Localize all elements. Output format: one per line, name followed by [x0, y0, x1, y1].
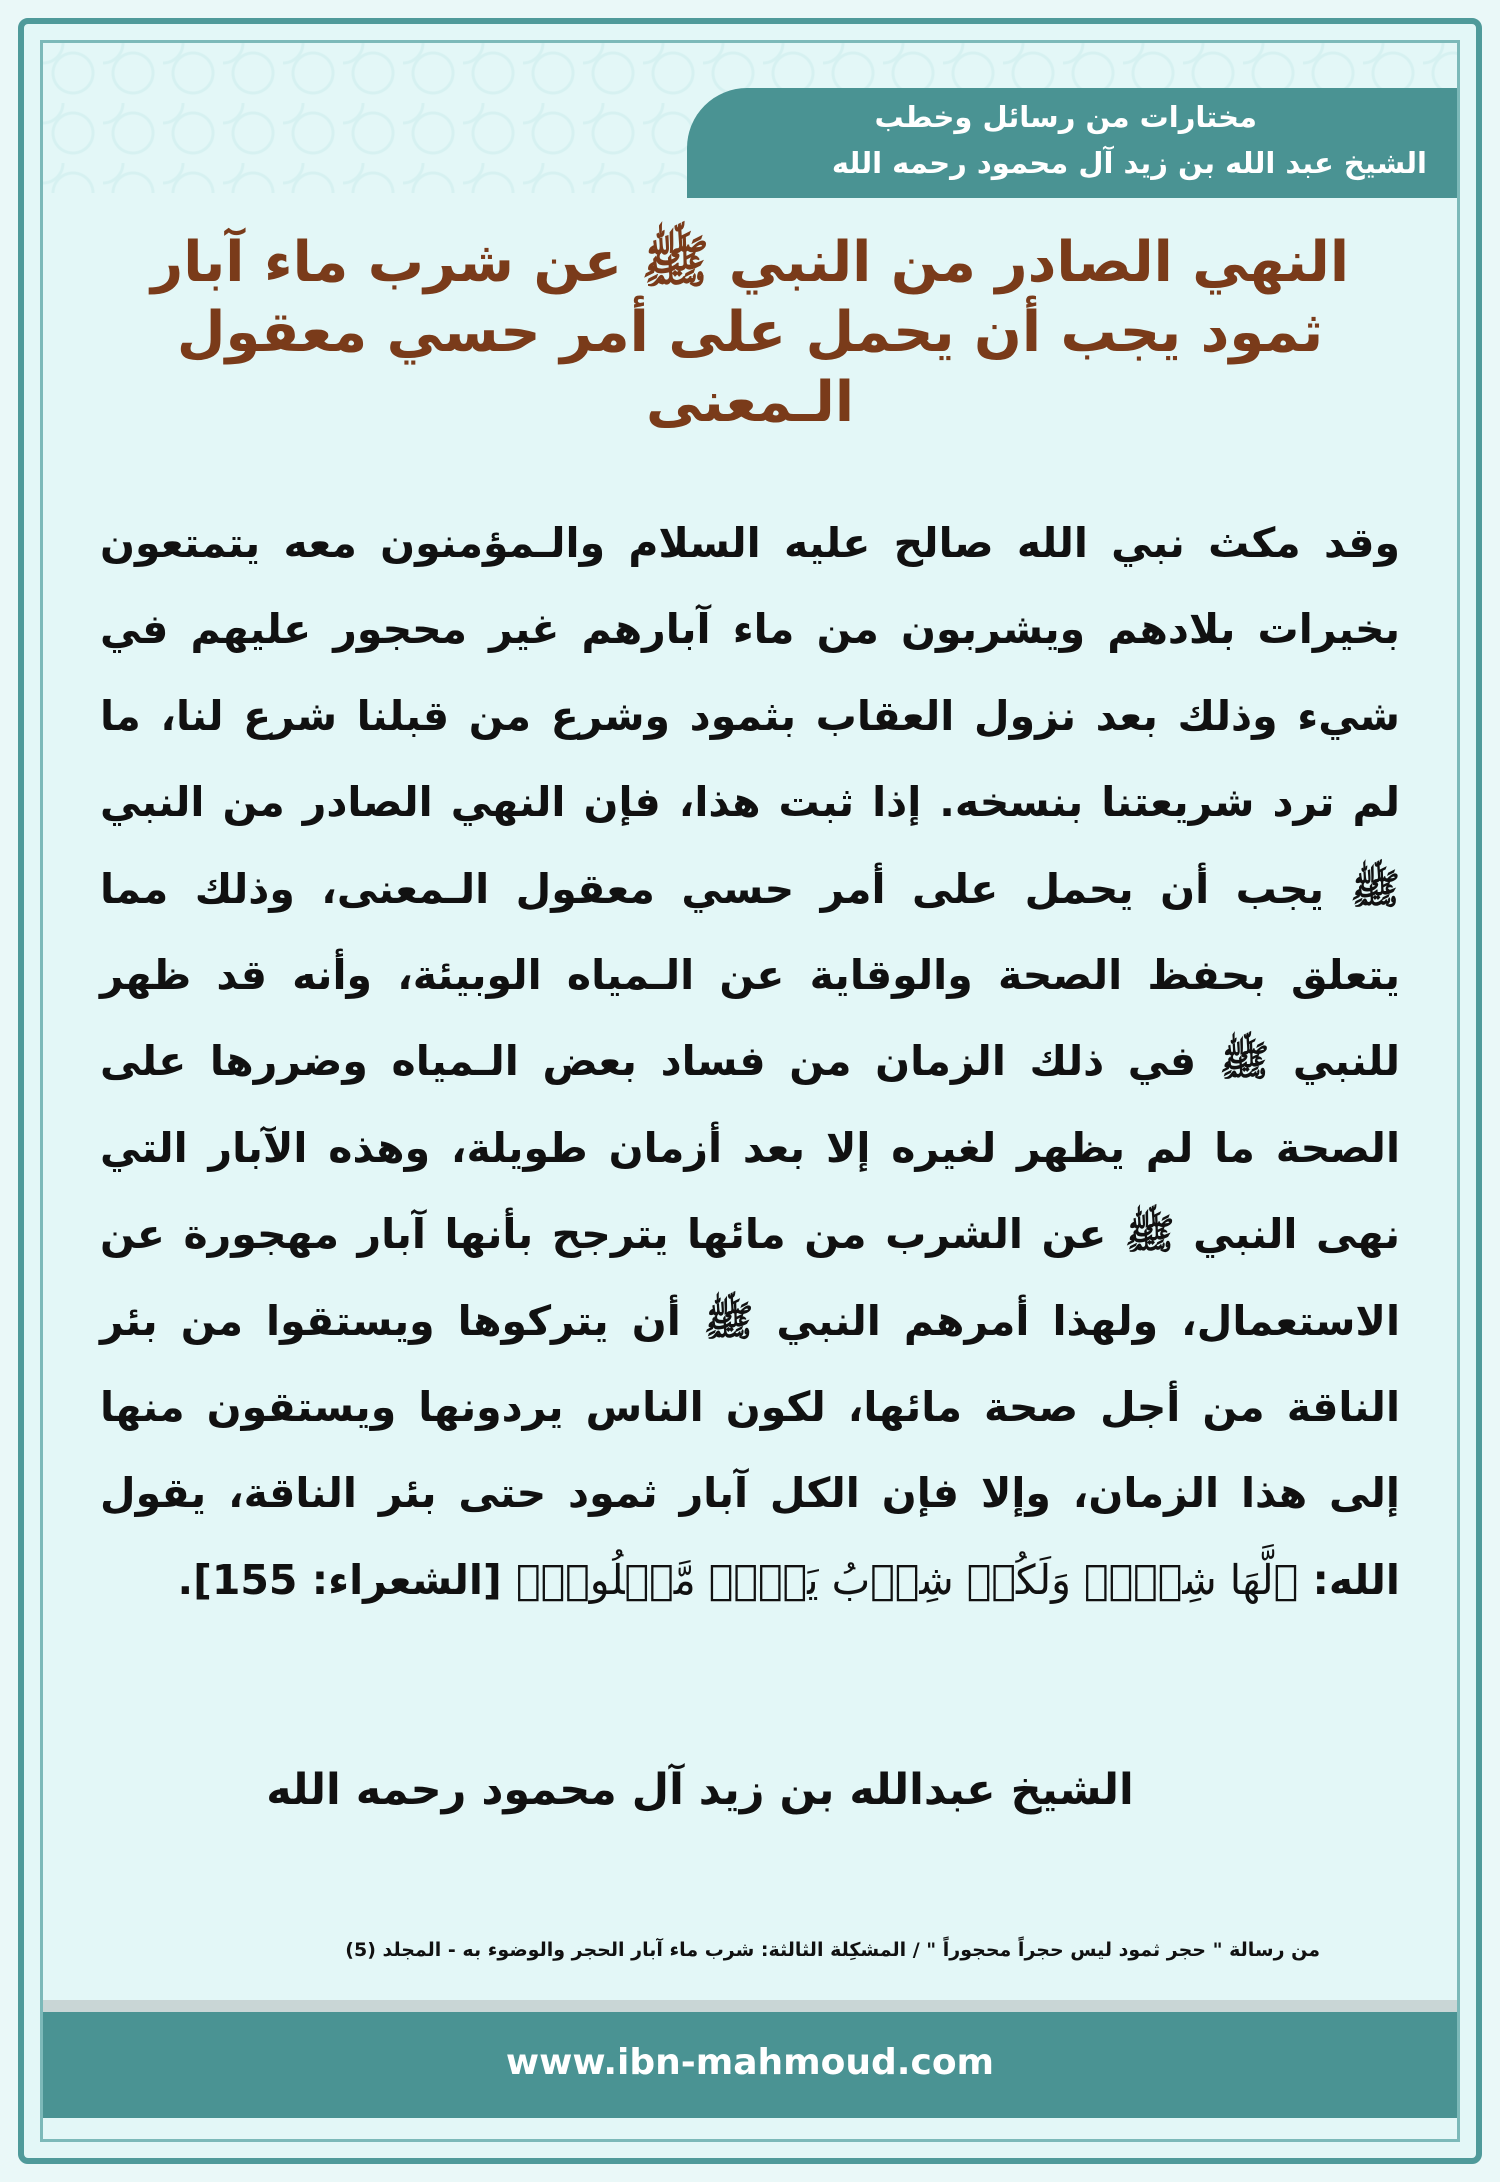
- body-paragraph: وقد مكث نبي الله صالح عليه السلام والـمؤمنون معه يتمتعون بخيرات بلادهم ويشربون من ماء آبارهم غير محجور عليهم في شيء وذلك بعد نزول العقاب بثمود وشرع من قبلنا شرع لنا، ما لم ترد شريعتنا بنسخه. إذا ثبت هذا، فإن النهي الصادر من النبي ﷺ يجب أن يحمل على أمر حسي معقول الـمعنى، وذلك مما يتعلق بحفظ الصحة والوقاية عن الـمياه الوبيئة، وأنه قد ظهر للنبي ﷺ في ذلك الزمان من فساد بعض الـمياه وضررها على الصحة ما لم يظهر لغيره إلا بعد أزمان طويلة، وهذه الآبار التي نهى النبي ﷺ عن الشرب من مائها يترجح بأنها آبار مهجورة عن الاستعمال، ولهذا أمرهم النبي ﷺ أن يتركوها ويستقوا من بئر الناقة من أجل صحة مائها، لكون الناس يردونها ويستقون منها إلى هذا الزمان، وإلا فإن الكل آبار ثمود حتى بئر الناقة، يقول الله:: [100, 519, 1400, 1604]
- series-header: [687, 88, 1457, 198]
- footer: [43, 2012, 1457, 2118]
- article-body: [100, 500, 1400, 1623]
- website-link[interactable]: www.ibn-mahmoud.com: [505, 2042, 995, 2083]
- quran-verse: ﴿لَّهَا شِرۡبٞ وَلَكُمۡ شِرۡبُ يَوۡمٖ مَّعۡلُومٖ﴾: [515, 1555, 1299, 1604]
- source-citation: من رسالة " حجر ثمود ليس حجراً محجوراً " / المشكِلة الثالثة: شرب ماء آبار الحجر والوضوء به - المجلد (5): [345, 1939, 1320, 1961]
- author-name-header: الشيخ عبد الله بن زيد آل محمود رحمه الله: [831, 146, 1427, 180]
- signature: الشيخ عبدالله بن زيد آل محمود رحمه الله: [266, 1765, 1134, 1815]
- series-title: مختارات من رسائل وخطب: [874, 100, 1257, 134]
- article-title: النهي الصادر من النبي ﷺ عن شرب ماء آبار ثمود يجب أن يحمل على أمر حسي معقول الـمعنى: [150, 230, 1350, 435]
- footer-divider: [43, 2000, 1457, 2012]
- verse-reference: [الشعراء: 155].: [177, 1555, 516, 1604]
